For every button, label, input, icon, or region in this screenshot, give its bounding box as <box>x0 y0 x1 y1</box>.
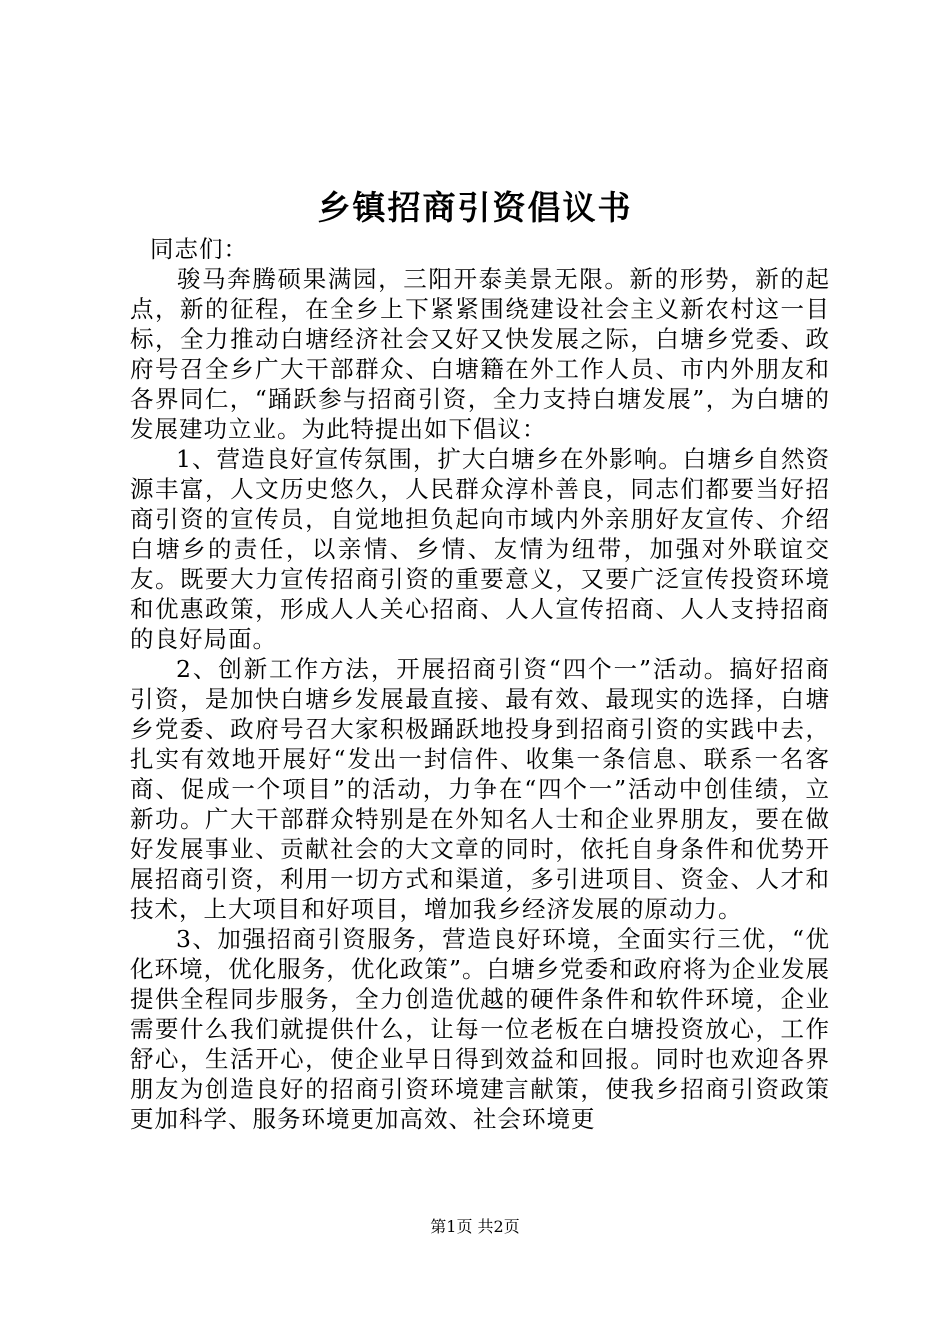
page-footer: 第1页 共2页 <box>430 1217 520 1236</box>
document-body <box>130 234 830 1134</box>
paragraph-item-2: 2、创新工作方法，开展招商引资“四个一”活动。搞好招商引资，是加快白塘乡发展最直接、最有效、最现实的选择，白塘乡党委、政府号召大家积极踊跃地投身到招商引资的实践中去，扎实有效地开展好“发出一封信件、收集一条信息、联系一名客商、促成一个项目”的活动，力争在“四个一”活动中创佳绩，立新功。广大干部群众特别是在外知名人士和企业界朋友，要在做好发展事业、贡献社会的大文章的同时，依托自身条件和优势开展招商引资，利用一切方式和渠道，多引进项目、资金、人才和技术，上大项目和好项目，增加我乡经济发展的原动力。 <box>130 655 830 923</box>
document-title: 乡镇招商引资倡议书 <box>317 188 633 227</box>
paragraph-intro: 骏马奔腾硕果满园，三阳开泰美景无限。新的形势，新的起点，新的征程，在全乡上下紧紧围绕建设社会主义新农村这一目标，全力推动白塘经济社会又好又快发展之际，白塘乡党委、政府号召全乡广大干部群众、白塘籍在外工作人员、市内外朋友和各界同仁，“踊跃参与招商引资，全力支持白塘发展”，为白塘的发展建功立业。为此特提出如下倡议： <box>130 265 830 443</box>
greeting: 同志们： <box>150 235 248 263</box>
paragraph-item-1: 1、营造良好宣传氛围，扩大白塘乡在外影响。白塘乡自然资源丰富，人文历史悠久，人民群众淳朴善良，同志们都要当好招商引资的宣传员，自觉地担负起向市域内外亲朋好友宣传、介绍白塘乡的责任，以亲情、乡情、友情为纽带，加强对外联谊交友。既要大力宣传招商引资的重要意义，又要广泛宣传投资环境和优惠政策，形成人人关心招商、人人宣传招商、人人支持招商的良好局面。 <box>130 445 830 653</box>
paragraph-item-3: 3、加强招商引资服务，营造良好环境，全面实行三优，“优化环境，优化服务，优化政策”。白塘乡党委和政府将为企业发展提供全程同步服务，全力创造优越的硬件条件和软件环境，企业需要什么我们就提供什么，让每一位老板在白塘投资放心，工作舒心，生活开心，使企业早日得到效益和回报。同时也欢迎各界朋友为创造良好的招商引资环境建言献策，使我乡招商引资政策更加科学、服务环境更加高效、社会环境更 <box>130 925 830 1133</box>
